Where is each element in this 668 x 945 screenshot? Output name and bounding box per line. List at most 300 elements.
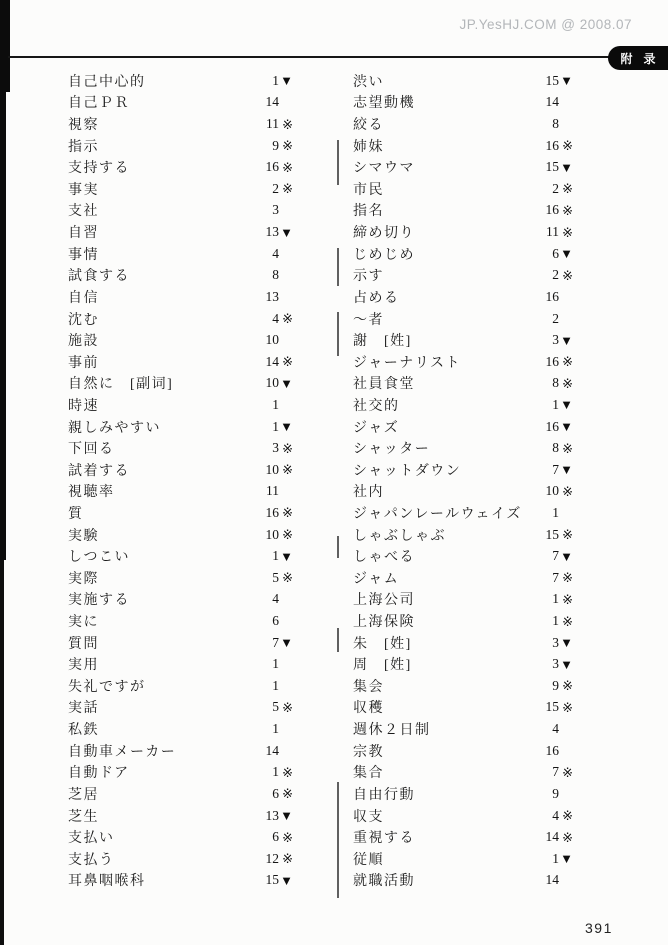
entry-value [253, 808, 293, 824]
entry-lesson-number: 4 [272, 591, 279, 607]
index-entry-row [66, 589, 293, 611]
appendix-tab [608, 46, 668, 70]
entry-value [253, 354, 293, 370]
entry-lesson-number: 1 [552, 613, 559, 629]
entry-value [533, 462, 573, 478]
entry-marker-icon: ▼ [560, 656, 573, 672]
entry-value [533, 267, 573, 283]
entry-value [533, 678, 573, 694]
index-entry-row [351, 178, 573, 200]
entry-marker-icon: ※ [562, 527, 573, 543]
entry-marker-icon: ※ [562, 138, 573, 154]
entry-value [253, 159, 293, 175]
entry-lesson-number: 6 [272, 829, 279, 845]
entry-lesson-number: 10 [265, 332, 279, 348]
entry-value [253, 635, 293, 651]
entry-value [533, 851, 573, 867]
entry-term: 自己中心的 [68, 74, 146, 90]
index-entry-row [351, 286, 573, 308]
index-entry-row [351, 545, 573, 567]
entry-lesson-number: 1 [272, 418, 279, 434]
entry-marker-icon: ▼ [280, 224, 293, 240]
entry-lesson-number: 9 [552, 677, 559, 693]
index-entry-row [351, 589, 573, 611]
entry-term: 親しみやすい [68, 420, 161, 436]
index-entry-row [66, 308, 293, 330]
entry-value [253, 138, 293, 154]
entry-term: しつこい [68, 550, 130, 566]
entry-lesson-number: 16 [545, 137, 559, 153]
entry-term: 自動車メーカー [68, 744, 177, 760]
entry-marker-icon: ※ [282, 159, 293, 175]
entry-marker-icon: ▼ [560, 851, 573, 867]
entry-value [533, 397, 573, 413]
entry-term: 上海保険 [353, 615, 415, 631]
index-entry-row [351, 524, 573, 546]
entry-value [253, 851, 293, 867]
entry-value [253, 613, 293, 629]
entry-marker-icon: ▼ [280, 872, 293, 888]
entry-value [533, 743, 573, 759]
index-entry-row [351, 762, 573, 784]
entry-marker-icon: ※ [562, 591, 573, 607]
index-entry-row [66, 200, 293, 222]
entry-lesson-number: 1 [272, 656, 279, 672]
index-entry-row [351, 221, 573, 243]
index-entry-row [66, 243, 293, 265]
entry-lesson-number: 6 [272, 613, 279, 629]
entry-value [253, 419, 293, 435]
index-entry-row [66, 221, 293, 243]
entry-marker-icon: ▼ [280, 808, 293, 824]
entry-marker-icon: ※ [562, 678, 573, 694]
entry-term: しゃべる [353, 550, 415, 566]
index-entry-row [66, 481, 293, 503]
entry-value [253, 267, 293, 283]
entry-term: 占める [353, 290, 400, 306]
index-entry-row [351, 783, 573, 805]
entry-term: 収穫 [353, 701, 384, 717]
entry-value [253, 678, 293, 694]
entry-value [253, 289, 293, 305]
entry-value [253, 570, 293, 586]
index-entry-row [351, 826, 573, 848]
index-entry-row [66, 416, 293, 438]
entry-term: 時速 [68, 398, 99, 414]
index-entry-row [351, 308, 573, 330]
entry-value [533, 721, 573, 737]
entry-marker-icon: ※ [562, 808, 573, 824]
index-entry-row [66, 70, 293, 92]
entry-lesson-number: 15 [545, 72, 559, 88]
index-entry-row [66, 437, 293, 459]
entry-term: 渋い [353, 74, 384, 90]
index-entry-row [351, 805, 573, 827]
entry-term: シャットダウン [353, 463, 462, 479]
index-entry-row [66, 394, 293, 416]
index-entry-row [351, 373, 573, 395]
index-entry-row [66, 351, 293, 373]
entry-lesson-number: 3 [552, 634, 559, 650]
index-entry-row [351, 740, 573, 762]
entry-term: 実際 [68, 571, 99, 587]
entry-value [253, 786, 293, 802]
entry-lesson-number: 1 [272, 721, 279, 737]
entry-lesson-number: 6 [272, 785, 279, 801]
entry-lesson-number: 1 [272, 764, 279, 780]
entry-lesson-number: 1 [552, 850, 559, 866]
entry-value [253, 224, 293, 240]
entry-term: 自動ドア [68, 766, 130, 782]
entry-term: 支社 [68, 204, 99, 220]
index-entry-row [66, 653, 293, 675]
entry-value [533, 246, 573, 262]
entry-value [533, 808, 573, 824]
entry-lesson-number: 11 [546, 224, 559, 240]
entry-value [253, 527, 293, 543]
entry-value [533, 548, 573, 564]
entry-lesson-number: 3 [552, 656, 559, 672]
entry-lesson-number: 16 [265, 159, 279, 175]
entry-marker-icon: ▼ [560, 159, 573, 175]
entry-term: 自己ＰＲ [68, 96, 130, 112]
entry-value [533, 354, 573, 370]
index-entry-row [66, 286, 293, 308]
entry-term: 示す [353, 269, 384, 285]
entry-value [253, 872, 293, 888]
index-entry-row [351, 437, 573, 459]
entry-value [253, 311, 293, 327]
index-entry-row [351, 264, 573, 286]
entry-term: ジャーナリスト [353, 355, 461, 371]
index-entry-row [66, 113, 293, 135]
entry-term: 事実 [68, 182, 99, 198]
entry-lesson-number: 8 [552, 375, 559, 391]
entry-value [253, 202, 293, 218]
index-entry-row [66, 545, 293, 567]
entry-term: シマウマ [353, 161, 415, 177]
index-entry-row [351, 156, 573, 178]
entry-value [533, 224, 573, 240]
entry-value [253, 332, 293, 348]
entry-value [533, 138, 573, 154]
entry-marker-icon: ※ [282, 851, 293, 867]
entry-marker-icon: ※ [562, 440, 573, 456]
entry-term: 自然に [副词] [68, 377, 174, 393]
entry-lesson-number: 16 [545, 353, 559, 369]
entry-marker-icon: ※ [282, 311, 293, 326]
entry-marker-icon: ※ [282, 138, 293, 154]
entry-lesson-number: 14 [265, 353, 279, 369]
entry-lesson-number: 11 [266, 116, 279, 132]
index-entry-row [351, 243, 573, 265]
entry-value [533, 570, 573, 586]
index-entry-row [66, 826, 293, 848]
entry-lesson-number: 13 [265, 807, 279, 823]
index-entry-row [66, 264, 293, 286]
entry-term: 耳鼻咽喉科 [68, 874, 146, 890]
index-entry-row [66, 783, 293, 805]
entry-value [533, 159, 573, 175]
entry-value [533, 419, 573, 435]
entry-term: 私鉄 [68, 723, 99, 739]
index-entry-row [66, 567, 293, 589]
index-entry-row [351, 70, 573, 92]
entry-term: 事前 [68, 355, 99, 371]
entry-lesson-number: 1 [272, 548, 279, 564]
entry-marker-icon: ※ [562, 181, 573, 197]
index-entry-row [351, 135, 573, 157]
index-column-left [66, 70, 293, 891]
entry-value [253, 656, 293, 672]
entry-term: 週休２日制 [353, 723, 431, 739]
entry-lesson-number: 1 [552, 396, 559, 412]
entry-lesson-number: 8 [272, 267, 279, 283]
column-divider-mark [337, 536, 339, 558]
entry-term: 社員食堂 [353, 377, 415, 393]
index-entry-row [351, 632, 573, 654]
entry-lesson-number: 7 [552, 548, 559, 564]
entry-marker-icon: ※ [562, 699, 573, 715]
index-entry-row [66, 329, 293, 351]
entry-term: 就職活動 [353, 874, 415, 890]
entry-lesson-number: 5 [272, 699, 279, 715]
entry-term: 下回る [68, 442, 115, 458]
index-entry-row [66, 459, 293, 481]
entry-value [533, 483, 573, 499]
entry-lesson-number: 12 [265, 850, 279, 866]
entry-term: 市民 [353, 182, 384, 198]
entry-term: 自習 [68, 226, 99, 242]
entry-term: ジャム [353, 571, 400, 587]
entry-marker-icon: ※ [282, 116, 293, 132]
appendix-tab-label: 附 录 [620, 51, 660, 66]
entry-value [533, 181, 573, 197]
index-entry-row [66, 762, 293, 784]
entry-value [533, 764, 573, 780]
entry-lesson-number: 9 [272, 137, 279, 153]
entry-value [533, 116, 573, 132]
entry-lesson-number: 1 [272, 72, 279, 88]
entry-lesson-number: 15 [545, 526, 559, 542]
entry-term: 社交的 [353, 398, 400, 414]
index-entry-row [351, 567, 573, 589]
entry-term: 絞る [353, 118, 384, 134]
entry-term: 集会 [353, 679, 384, 695]
index-entry-row [66, 92, 293, 114]
entry-term: 芝生 [68, 809, 99, 825]
entry-term: 指示 [68, 139, 99, 155]
index-entry-row [66, 610, 293, 632]
column-divider-mark [337, 628, 339, 652]
index-entry-row [66, 740, 293, 762]
entry-lesson-number: 2 [552, 310, 559, 326]
index-entry-row [351, 459, 573, 481]
index-entry-row [351, 416, 573, 438]
entry-value [533, 289, 573, 305]
column-divider-mark [337, 782, 339, 898]
entry-marker-icon: ※ [282, 570, 293, 586]
index-entry-row [351, 610, 573, 632]
entry-value [533, 786, 573, 802]
entry-lesson-number: 13 [265, 288, 279, 304]
entry-lesson-number: 2 [552, 267, 559, 283]
entry-lesson-number: 16 [545, 418, 559, 434]
entry-term: 施設 [68, 334, 99, 350]
entry-term: しゃぶしゃぶ [353, 528, 446, 544]
entry-value [533, 872, 573, 888]
entry-marker-icon: ▼ [560, 332, 573, 348]
entry-value [533, 635, 573, 651]
entry-term: 実用 [68, 658, 99, 674]
entry-lesson-number: 7 [272, 634, 279, 650]
entry-lesson-number: 15 [545, 699, 559, 715]
index-entry-row [66, 135, 293, 157]
entry-marker-icon: ※ [282, 829, 293, 845]
entry-value [533, 656, 573, 672]
entry-marker-icon: ▼ [560, 73, 573, 89]
entry-term: 宗教 [353, 744, 384, 760]
entry-lesson-number: 16 [545, 288, 559, 304]
entry-marker-icon: ▼ [560, 419, 573, 435]
entry-lesson-number: 3 [552, 332, 559, 348]
index-entry-row [351, 481, 573, 503]
entry-value [253, 440, 293, 456]
entry-value [533, 202, 573, 218]
entry-term: ジャパンレールウェイズ [353, 506, 522, 522]
entry-marker-icon: ※ [562, 483, 573, 499]
index-entry-row [66, 675, 293, 697]
entry-lesson-number: 1 [272, 396, 279, 412]
entry-marker-icon: ※ [562, 224, 573, 240]
entry-term: 自由行動 [353, 787, 415, 803]
entry-marker-icon: ▼ [560, 246, 573, 262]
entry-value [253, 483, 293, 499]
index-entry-row [351, 697, 573, 719]
entry-lesson-number: 7 [552, 569, 559, 585]
entry-term: 謝 [姓] [353, 334, 412, 350]
entry-lesson-number: 8 [552, 116, 559, 132]
entry-marker-icon: ▼ [560, 548, 573, 564]
entry-lesson-number: 5 [272, 569, 279, 585]
entry-value [253, 375, 293, 391]
entry-marker-icon: ※ [282, 462, 293, 478]
entry-term: 視察 [68, 118, 99, 134]
entry-lesson-number: 10 [545, 483, 559, 499]
index-entry-row [351, 870, 573, 892]
entry-value [533, 829, 573, 845]
entry-lesson-number: 14 [265, 94, 279, 110]
index-entry-row [66, 632, 293, 654]
entry-term: 芝居 [68, 787, 99, 803]
entry-marker-icon: ▼ [280, 419, 293, 435]
entry-lesson-number: 4 [552, 807, 559, 823]
entry-term: 質問 [68, 636, 99, 652]
entry-term: 重視する [353, 831, 415, 847]
entry-lesson-number: 1 [552, 504, 559, 520]
entry-term: 沈む [68, 312, 99, 328]
entry-value [533, 375, 573, 391]
watermark-text: JP.YesHJ.COM @ 2008.07 [459, 17, 632, 32]
entry-lesson-number: 15 [545, 159, 559, 175]
entry-marker-icon: ※ [282, 354, 293, 370]
column-divider-mark [337, 248, 339, 286]
entry-lesson-number: 3 [272, 440, 279, 456]
entry-value [253, 116, 293, 132]
entry-lesson-number: 16 [265, 504, 279, 520]
entry-lesson-number: 10 [265, 375, 279, 391]
column-divider-mark [337, 140, 339, 185]
entry-lesson-number: 11 [266, 483, 279, 499]
index-entry-row [351, 329, 573, 351]
entry-term: 実に [68, 615, 99, 631]
entry-term: 支払い [68, 831, 115, 847]
entry-term: 失礼ですが [68, 679, 146, 695]
entry-value [533, 527, 573, 543]
header-rule [8, 56, 609, 58]
entry-term: 社内 [353, 485, 384, 501]
entry-lesson-number: 14 [265, 742, 279, 758]
entry-value [253, 721, 293, 737]
entry-value [253, 548, 293, 564]
index-entry-row [351, 653, 573, 675]
entry-marker-icon: ※ [282, 786, 293, 802]
entry-lesson-number: 7 [552, 764, 559, 780]
entry-term: 締め切り [353, 226, 415, 242]
entry-value [253, 591, 293, 607]
entry-marker-icon: ▼ [560, 462, 573, 478]
entry-lesson-number: 16 [545, 202, 559, 218]
entry-marker-icon: ※ [562, 829, 573, 845]
entry-term: 質 [68, 506, 84, 522]
entry-term: じめじめ [353, 247, 415, 263]
index-entry-row [351, 848, 573, 870]
entry-marker-icon: ※ [282, 699, 293, 715]
index-entry-row [66, 848, 293, 870]
entry-marker-icon: ▼ [280, 73, 293, 89]
entry-term: 姉妹 [353, 139, 384, 155]
entry-marker-icon: ※ [562, 354, 573, 370]
entry-value [533, 591, 573, 607]
index-entry-row [351, 394, 573, 416]
index-entry-row [66, 524, 293, 546]
index-column-right [351, 70, 573, 891]
index-entry-row [351, 351, 573, 373]
entry-lesson-number: 10 [265, 526, 279, 542]
entry-term: 事情 [68, 247, 99, 263]
entry-marker-icon: ※ [282, 527, 293, 543]
entry-term: 実施する [68, 593, 130, 609]
entry-lesson-number: 4 [272, 245, 279, 261]
entry-term: 支払う [68, 852, 115, 868]
entry-term: 試食する [68, 269, 130, 285]
entry-marker-icon: ※ [282, 764, 293, 780]
entry-value [253, 397, 293, 413]
index-entry-row [351, 502, 573, 524]
index-entry-row [351, 113, 573, 135]
index-entry-row [351, 92, 573, 114]
entry-marker-icon: ※ [562, 764, 573, 780]
entry-lesson-number: 6 [552, 245, 559, 261]
entry-marker-icon: ※ [282, 181, 293, 197]
entry-term: 自信 [68, 290, 99, 306]
column-divider-mark [337, 312, 339, 356]
entry-value [253, 505, 293, 521]
entry-value [253, 94, 293, 110]
entry-value [253, 246, 293, 262]
entry-lesson-number: 2 [552, 180, 559, 196]
entry-lesson-number: 4 [552, 721, 559, 737]
